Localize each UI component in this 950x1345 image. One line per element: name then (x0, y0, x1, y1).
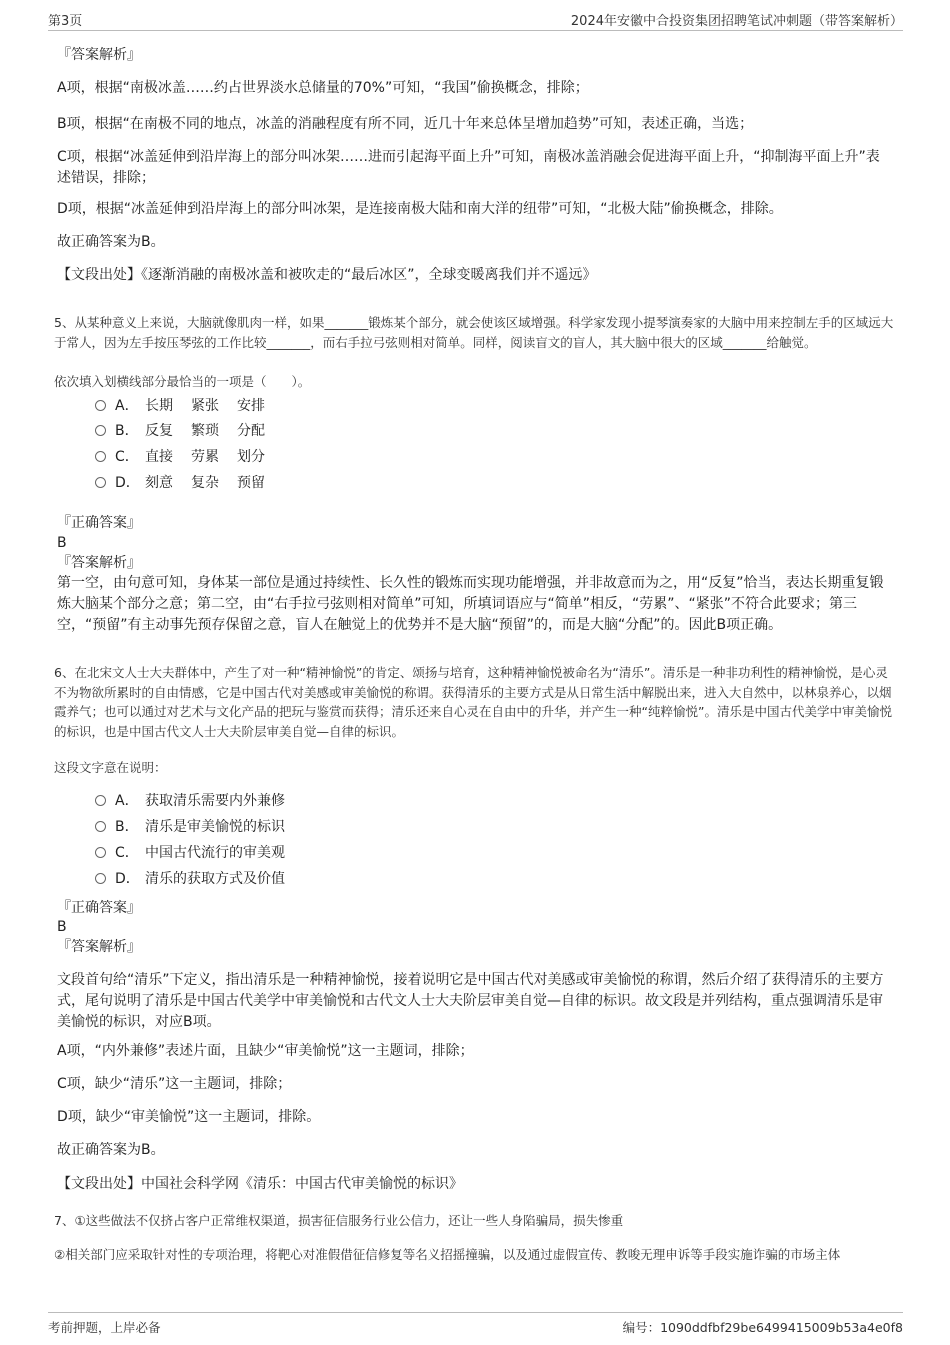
analysis-a: A项，根据“南极冰盖……约占世界淡水总储量的70%”可知，“我国”偷换概念，排除； (57, 80, 589, 96)
q6-analysis-d: D项，缺少“审美愉悦”这一主题词，排除。 (57, 1109, 321, 1125)
q6-analysis-c: C项，缺少“清乐”这一主题词，排除； (57, 1076, 292, 1092)
page-footer (48, 1312, 903, 1343)
radio-icon[interactable] (95, 795, 106, 806)
q5-question: 依次填入划横线部分最恰当的一项是（ ）。 (54, 374, 311, 389)
radio-icon[interactable] (95, 425, 106, 436)
radio-icon[interactable] (95, 400, 106, 411)
q5-analysis: 第一空，由句意可知，身体某一部位是通过持续性、长久性的锻炼而实现功能增强，并非故意而为之，用“反复”恰当，表达长期重复锻炼大脑某个部分之意；第二空，由“右手拉弓弦则相对简单”可知，所填词语应与“简单”相反，“劳累”、“紧张”不符合此要求；第三空，“预留”有主动事先预存保留之意，盲人在触觉上的优势并不是大脑“预留”的，而是大脑“分配”的。因此B项正确。 (57, 575, 884, 633)
q6-stem: 6、在北宋文人士大夫群体中，产生了对一种“精神愉悦”的肯定、颂扬与培育，这种精神愉悦被命名为“清乐”。清乐是一种非功利性的精神愉悦，是心灵不为物欲所累时的自由情感，它是中国古代对美感或审美愉悦的称谓。获得清乐的主要方式是从日常生活中解脱出来，进入大自然中，以林泉养心，以烟霞养气；也可以通过对艺术与文化产品的把玩与鉴赏而获得；清乐还来自心灵在自由中的升华，并产生一种“纯粹愉悦”。清乐是中国古代美学中审美愉悦的标识，也是中国古代文人士大夫阶层审美自觉—自律的标识。 (54, 665, 892, 739)
q6-option-d[interactable]: D． 清乐的获取方式及价值 (95, 869, 285, 889)
q6-source: 【文段出处】中国社会科学网《清乐：中国古代审美愉悦的标识》 (57, 1176, 463, 1192)
analysis-c: C项，根据“冰盖延伸到沿岸海上的部分叫冰架……进而引起海平面上升”可知，南极冰盖消融会促进海平面上升，“抑制海平面上升”表述错误，排除； (57, 149, 880, 186)
q5-answer-label: 『正确答案』 (57, 515, 141, 531)
q5-analysis-label: 『答案解析』 (57, 555, 141, 571)
analysis-conclusion: 故正确答案为B。 (57, 234, 165, 250)
q6-conclusion: 故正确答案为B。 (57, 1142, 165, 1158)
q5-stem: 5、从某种意义上来说，大脑就像肌肉一样，如果_______锻炼某个部分，就会使该区域增强。科学家发现小提琴演奏家的大脑中用来控制左手的区域远大于常人，因为左手按压琴弦的工作比较_______，而右手拉弓弦则相对简单。同样，阅读盲文的盲人，其大脑中很大的区域_______给触觉。 (54, 315, 894, 350)
page-header (48, 0, 903, 31)
page-number: 第3页 (48, 14, 83, 29)
q6-analysis-label: 『答案解析』 (57, 939, 141, 955)
analysis-label: 『答案解析』 (57, 47, 141, 63)
q7-sentence-1: 7、①这些做法不仅挤占客户正常维权渠道，损害征信服务行业公信力，还让一些人身陷骗局，损失惨重 (54, 1213, 624, 1228)
q6-analysis-a: A项，“内外兼修”表述片面，且缺少“审美愉悦”这一主题词，排除； (57, 1043, 474, 1059)
analysis-d: D项，根据“冰盖延伸到沿岸海上的部分叫冰架，是连接南极大陆和南大洋的纽带”可知，“北极大陆”偷换概念，排除。 (57, 201, 783, 217)
q6-option-a[interactable]: A． 获取清乐需要内外兼修 (95, 791, 285, 811)
radio-icon[interactable] (95, 451, 106, 462)
analysis-b: B项，根据“在南极不同的地点，冰盖的消融程度有所不同，近几十年来总体呈增加趋势”可知，表述正确，当选； (57, 116, 754, 132)
radio-icon[interactable] (95, 873, 106, 884)
q6-analysis: 文段首句给“清乐”下定义，指出清乐是一种精神愉悦，接着说明它是中国古代对美感或审美愉悦的称谓，然后介绍了获得清乐的主要方式，尾句说明了清乐是中国古代美学中审美愉悦和古代文人士大夫阶层审美自觉—自律的标识。故文段是并列结构，重点强调清乐是审美愉悦的标识，对应B项。 (57, 972, 884, 1030)
q5-option-c[interactable]: C． 直接 劳累 划分 (95, 447, 283, 467)
q5-option-b[interactable]: B． 反复 繁琐 分配 (95, 421, 283, 441)
q5-option-d[interactable]: D． 刻意 复杂 预留 (95, 473, 283, 493)
q6-answer-label: 『正确答案』 (57, 900, 141, 916)
q6-option-b[interactable]: B． 清乐是审美愉悦的标识 (95, 817, 285, 837)
q7-sentence-2: ②相关部门应采取针对性的专项治理，将靶心对准假借征信修复等名义招摇撞骗，以及通过虚假宣传、教唆无理申诉等手段实施诈骗的市场主体 (54, 1247, 841, 1262)
radio-icon[interactable] (95, 821, 106, 832)
radio-icon[interactable] (95, 477, 106, 488)
q5-option-a[interactable]: A． 长期 紧张 安排 (95, 396, 283, 416)
q6-answer: B (57, 919, 67, 935)
q5-answer: B (57, 535, 67, 551)
document-id: 编号：1090ddfbf29be6499415009b53a4e0f8 (622, 1320, 903, 1335)
document-title: 2024年安徽中合投资集团招聘笔试冲刺题（带答案解析） (570, 14, 903, 29)
analysis-source: 【文段出处】《逐渐消融的南极冰盖和被吹走的“最后冰区”，全球变暖离我们并不遥远》 (57, 267, 597, 283)
radio-icon[interactable] (95, 847, 106, 858)
q6-question: 这段文字意在说明： (54, 760, 167, 775)
q6-option-c[interactable]: C． 中国古代流行的审美观 (95, 843, 285, 863)
footer-slogan: 考前押题，上岸必备 (48, 1320, 161, 1335)
